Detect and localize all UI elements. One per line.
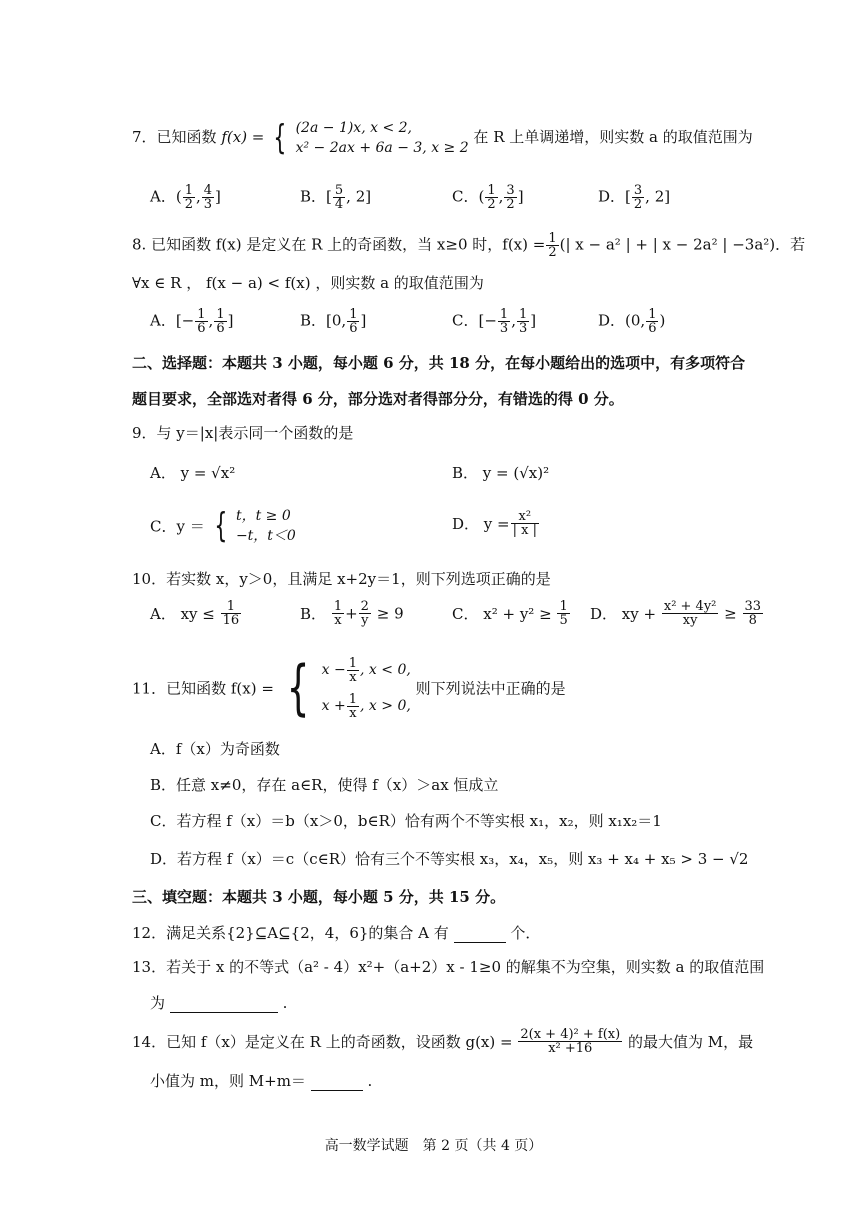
question-8: 8. 已知函数 f(x) 是定义在 R 上的奇函数，当 x≥0 时，f(x) = $\frac{1}{2}$ (| x − a² | + | x − 2a² | −3a²)．若 [132,231,806,260]
question-9: 9．与 y＝|x|表示同一个函数的是 [132,424,354,442]
section-2-line1: 二、选择题：本题共 3 小题，每小题 6 分，共 18 分，在每小题给出的选项中，有多项符合 [132,354,746,372]
q7-case1: (2a − 1)x, x < 2, [295,120,412,136]
q12-answer-blank[interactable] [454,924,506,943]
q14-line2: 小值为 m，则 M+m＝ . [150,1072,373,1090]
q7-tail: 在 R 上单调递增，则实数 a 的取值范围为 [473,128,753,146]
q7-case2: x² − 2ax + 6a − 3, x ≥ 2 [295,140,469,156]
q9-option-c[interactable]: C．y ＝ { t，t ≥ 0 −t，t＜0 [150,506,296,546]
q7-option-b[interactable]: B．[ $\frac{5}{4}$ , 2] [300,183,372,212]
q8-line1b: (| x − a² | + | x − 2a² | −3a²)．若 [559,235,806,254]
q8-option-c[interactable]: C．[− $\frac{1}{3}$ , $\frac{1}{3}$ ] [452,307,537,336]
q11-option-b[interactable]: B．任意 x≠0，存在 a∈R，使得 f（x）＞ax 恒成立 [150,776,499,794]
q13-line2: 为 . [150,994,288,1012]
q9-option-d[interactable]: D． y = $\frac{\text{x²}}{| x |}$ [452,509,537,538]
q13-answer-blank[interactable] [170,994,278,1013]
q7-lead: 7．已知函数 [132,128,217,146]
q10-option-c[interactable]: C． x² + y² ≥ $\frac{1}{5}$ [452,599,568,628]
q7-cases [296,118,469,158]
q10-option-d[interactable]: D． xy + $\frac{\text{x² + 4y²}}{xy}$ ≥ $\frac{33}{8}$ [590,599,762,628]
q14-answer-blank[interactable] [311,1072,363,1091]
q10-option-a[interactable]: A． xy ≤ $\frac{1}{16}$ [150,599,240,628]
q11-option-c[interactable]: C．若方程 f（x）＝b（x＞0，b∈R）恰有两个不等实根 x₁，x₂，则 x₁x₂＝1 [150,812,662,830]
q11-option-a[interactable]: A．f（x）为奇函数 [150,740,280,758]
q11-brace: { [286,653,310,723]
q9-option-b[interactable]: B． y = (√x)² [452,464,550,482]
q8-option-b[interactable]: B．[0, $\frac{1}{6}$ ] [300,307,367,336]
q9-option-a[interactable]: A． y = √x² [150,464,236,482]
question-11: 11．已知函数 f(x) = { x − $\frac{1}{x}$ , x < 0, x + $\frac{1}{x}$ , x > 0, 则下列说法中正确的是 [132,653,566,723]
q8-option-a[interactable]: A．[− $\frac{1}{6}$ , $\frac{1}{6}$ ] [150,307,234,336]
question-14: 14．已知 f（x）是定义在 R 上的奇函数，设函数 g(x) = $\frac{\text{2(x + 4)² + f(x)}}{\text{x² +16}}$ 的最大值为 M，最 [132,1027,754,1056]
section-2-line2: 题目要求，全部选对者得 6 分，部分选对者得部分分，有错选的得 0 分。 [132,390,624,408]
q7-brace: { [273,118,287,158]
q10-option-b[interactable]: B． $\frac{1}{x}$ + $\frac{2}{y}$ ≥ 9 [300,599,404,628]
page-footer: 高一数学试题 第 2 页（共 4 页） [324,1138,543,1154]
question-10: 10．若实数 x，y＞0，且满足 x+2y＝1，则下列选项正确的是 [132,570,551,588]
question-12: 12．满足关系{2}⊆A⊆{2，4，6}的集合 A 有 个． [132,924,541,942]
q9-brace: { [213,506,227,546]
q8-line2: ∀x ∈ R ， f(x − a) < f(x) ，则实数 a 的取值范围为 [132,274,484,292]
question-7 [132,118,753,158]
q8-line1a: 8. 已知函数 f(x) 是定义在 R 上的奇函数，当 x≥0 时，f(x) = [132,235,546,254]
q7-fx: f(x) = [221,128,265,146]
section-3: 三、填空题：本题共 3 小题，每小题 5 分，共 15 分。 [132,888,506,906]
q7-option-a[interactable]: A．( $\frac{1}{2}$ , $\frac{4}{3}$ ] [150,183,221,212]
question-13: 13．若关于 x 的不等式（a² - 4）x²+（a+2）x - 1≥0 的解集不为空集，则实数 a 的取值范围 [132,958,765,976]
q11-option-d[interactable]: D．若方程 f（x）＝c（c∈R）恰有三个不等实根 x₃，x₄，x₅，则 x₃ + x₄ + x₅ > 3 − √2 [150,850,749,868]
q8-option-d[interactable]: D．(0, $\frac{1}{6}$ ) [598,307,666,336]
q7-option-d[interactable]: D．[ $\frac{3}{2}$ , 2] [598,183,671,212]
q7-option-c[interactable]: C．( $\frac{1}{2}$ , $\frac{3}{2}$ ] [452,183,524,212]
